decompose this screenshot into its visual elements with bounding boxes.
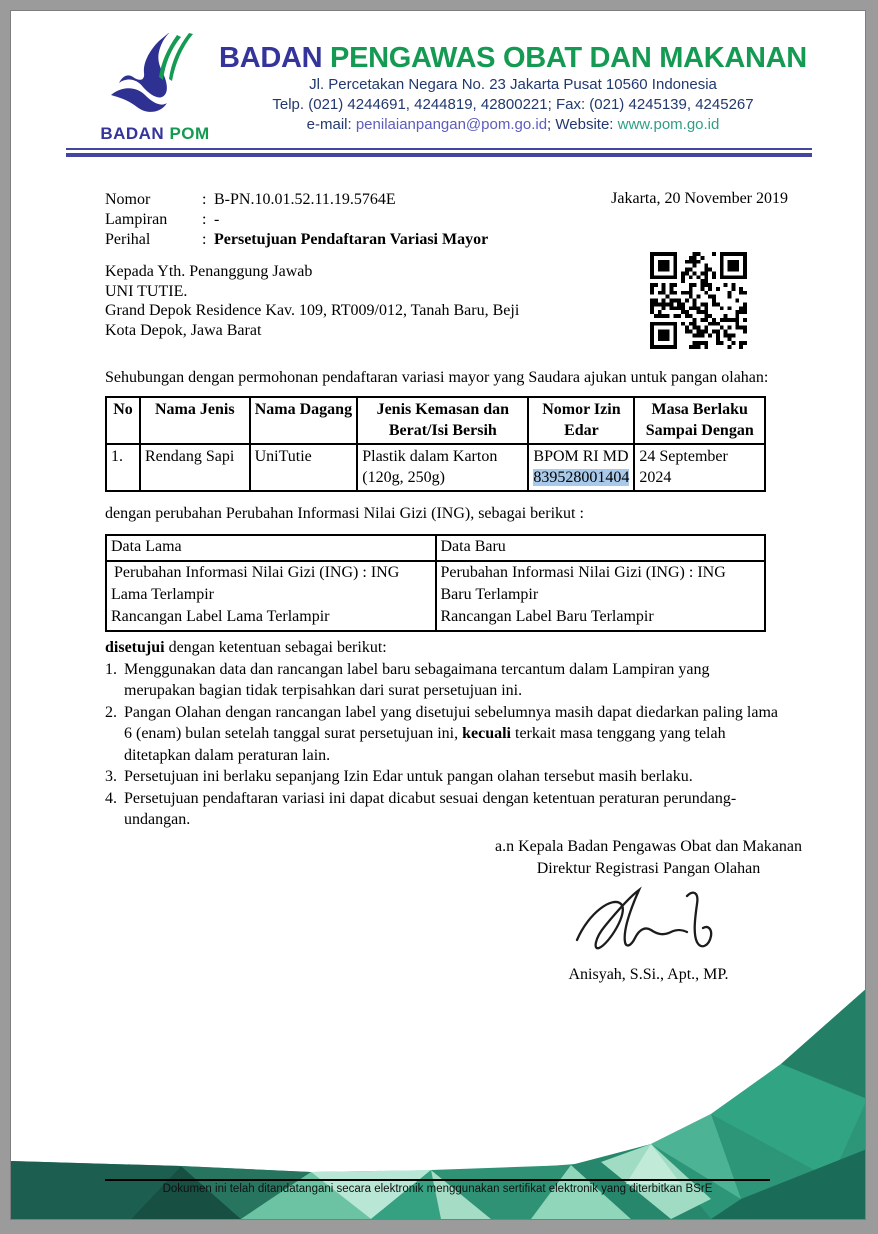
cell-no: 1. [106,444,140,491]
conditions-intro [105,637,783,659]
recipient-line-4: Kota Depok, Jawa Barat [105,321,262,339]
lampiran-value: - [214,211,220,228]
col-data-baru: Data Baru [436,535,766,561]
website-link[interactable]: www.pom.go.id [617,116,720,133]
logo-caption-badan: BADAN [100,124,165,143]
perihal-label: Perihal [105,231,151,248]
signature-position: Direktur Registrasi Pangan Olahan [536,860,761,877]
conditions-block [105,637,783,831]
email-label: e-mail: [306,116,356,133]
logo-stripe-green-2 [169,33,193,81]
nomor-value: B-PN.10.01.52.11.19.5764E [214,191,396,208]
condition-2-text-post: terkait masa tenggang yang telah ditetapkan dalam peraturan lain. [124,725,726,764]
comparison-row [106,561,765,631]
table-row [106,444,765,491]
col-no: No [106,397,140,444]
badan-pom-logo-icon [97,33,213,121]
condition-3-number: 3. [105,768,117,785]
agency-contact-line [207,115,819,135]
recipient-line-1: Kepada Yth. Penanggung Jawab [105,263,313,280]
condition-4-number: 4. [105,789,117,807]
condition-item-3 [105,766,783,788]
perubahan-paragraph: dengan perubahan Perubahan Informasi Nilai Gizi (ING), sebagai berikut : [105,505,584,522]
intro-paragraph: Sehubungan dengan permohonan pendaftaran variasi mayor yang Saudara ajukan untuk pangan olahan: [105,369,769,386]
agency-title-word1: BADAN [219,42,323,74]
logo-caption-pom: POM [169,124,210,143]
condition-3-text: Persetujuan ini berlaku sepanjang Izin Edar untuk pangan olahan tersebut masih berlaku. [124,768,693,785]
col-nomor-izin: Nomor Izin Edar [528,397,634,444]
lampiran-label: Lampiran [105,211,168,228]
letterhead-rule-thick [66,153,812,157]
agency-title [207,41,819,75]
col-nama-dagang: Nama Dagang [250,397,358,444]
data-comparison-table [105,534,766,632]
cell-data-baru [436,561,766,631]
letter-meta [105,190,625,250]
nomor-label: Nomor [105,191,151,208]
condition-2-text-pre: Pangan Olahan dengan rancangan label yang disetujui sebelumnya masih dapat diedarkan paling lama 6 (enam) bulan setelah tanggal surat persetujuan ini, [124,703,778,742]
agency-title-rest: PENGAWAS OBAT DAN MAKANAN [322,42,807,74]
condition-1-number: 1. [105,660,117,678]
qr-code [650,252,747,349]
signatory-name: Anisyah, S.Si., Apt., MP. [568,966,729,983]
signature-block [430,836,866,986]
izin-prefix: BPOM RI MD [533,448,629,465]
letterhead [207,41,819,135]
condition-1-text: Menggunakan data dan rancangan label baru sebagaimana tercantum dalam Lampiran yang merupakan bagian tidak terpisahkan dari surat persetujuan ini. [124,660,710,699]
city-date: Jakarta, 20 November 2019 [611,190,788,207]
nomor-colon: : [202,191,207,208]
email-link[interactable]: penilaianpangan@pom.go.id [355,116,548,133]
cell-data-lama [106,561,436,631]
agency-phone-fax: Telp. (021) 4244691, 4244819, 42800221; Fax: (021) 4245139, 4245267 [272,96,754,113]
perihal-colon: : [202,231,207,248]
izin-number-highlighted: 839528001404 [533,469,630,486]
meta-row-lampiran [105,210,625,230]
condition-4-text: Persetujuan pendaftaran variasi ini dapat dicabut sesuai dengan ketentuan peraturan perundang-undangan. [124,789,737,828]
comparison-header-row [106,535,765,561]
col-masa-berlaku: Masa Berlaku Sampai Dengan [634,397,765,444]
condition-2-number: 2. [105,703,117,721]
data-baru-ing: Perubahan Informasi Nilai Gizi (ING) : ING Baru Terlampir [440,564,726,603]
col-jenis-kemasan: Jenis Kemasan dan Berat/Isi Bersih [357,397,528,444]
signature-stroke [577,890,711,948]
data-baru-label: Rancangan Label Baru Terlampir [440,608,654,625]
condition-item-4 [105,788,783,831]
data-lama-ing: Perubahan Informasi Nilai Gizi (ING) : ING Lama Terlampir [111,564,400,603]
col-data-lama: Data Lama [106,535,436,561]
recipient-line-3: Grand Depok Residence Kav. 109, RT009/012, Tanah Baru, Beji [105,302,520,319]
meta-row-nomor [105,190,625,210]
cell-nama-jenis: Rendang Sapi [140,444,250,491]
product-table-header-row [106,397,765,444]
signature-on-behalf: a.n Kepala Badan Pengawas Obat dan Makanan [495,838,802,855]
col-nama-jenis: Nama Jenis [140,397,250,444]
handwritten-signature [569,882,729,958]
perihal-value: Persetujuan Pendaftaran Variasi Mayor [214,231,489,248]
condition-item-1 [105,659,783,702]
cell-kemasan: Plastik dalam Karton (120g, 250g) [357,444,528,491]
recipient-line-2: UNI TUTIE. [105,282,188,300]
website-label: ; Website: [547,116,618,133]
cell-izin-edar [528,444,634,491]
conditions-intro-bold: disetujui [105,639,165,656]
cell-nama-dagang: UniTutie [250,444,358,491]
product-table [105,396,766,492]
cell-masa-berlaku: 24 September 2024 [634,444,765,491]
data-lama-label: Rancangan Label Lama Terlampir [111,608,330,625]
meta-row-perihal [105,230,625,250]
condition-item-2 [105,702,783,767]
badan-pom-logo [97,33,213,141]
lampiran-colon: : [202,211,207,228]
condition-2-text-bold: kecuali [462,725,511,742]
conditions-intro-rest: dengan ketentuan sebagai berikut: [164,639,387,656]
recipient-block [105,262,575,340]
letter-page [10,10,866,1220]
esign-disclaimer: Dokumen ini telah ditandatangani secara elektronik menggunakan sertifikat elektronik yang diterbitkan BSrE [105,1179,770,1197]
logo-caption [97,124,213,144]
letterhead-rule-thin [66,148,812,150]
agency-address: Jl. Percetakan Negara No. 23 Jakarta Pusat 10560 Indonesia [309,76,717,93]
